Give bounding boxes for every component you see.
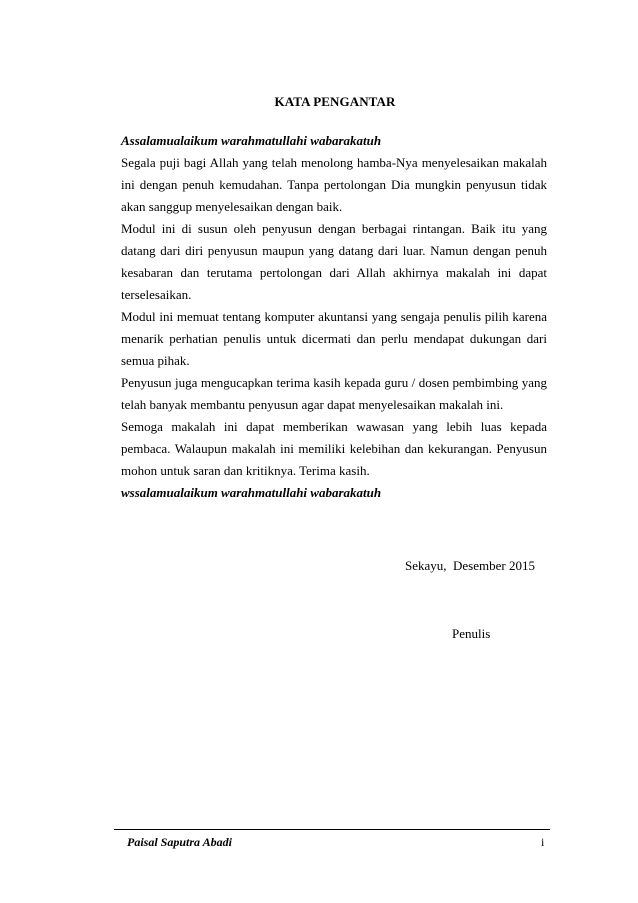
body-text — [121, 130, 547, 504]
page-number: i — [541, 835, 545, 849]
paragraph-2: Modul ini di susun oleh penyusun dengan berbagai rintangan. Baik itu yang datang dari diri penyusun maupun yang datang dari luar. Namun dengan penuh kesabaran dan terutama pertolongan dari Allah akhirnya makalah ini dapat terselesaikan. — [121, 221, 547, 302]
footer-divider — [114, 829, 550, 830]
place-and-date: Sekayu, Desember 2015 — [405, 558, 535, 573]
paragraph-4: Penyusun juga mengucapkan terima kasih kepada guru / dosen pembimbing yang telah banyak membantu penyusun agar dapat menyelesaikan makalah ini. — [121, 375, 547, 412]
paragraph-1: Segala puji bagi Allah yang telah menolong hamba-Nya menyelesaikan makalah ini dengan penuh kemudahan. Tanpa pertolongan Dia mungkin penyusun tidak akan sanggup menyelesaikan dengan baik. — [121, 155, 547, 214]
signer-label: Penulis — [452, 626, 491, 641]
paragraph-5: Semoga makalah ini dapat memberikan wawasan yang lebih luas kepada pembaca. Walaupun makalah ini memiliki kelebihan dan kekurangan. Penyusun mohon untuk saran dan kritiknya. Terima kasih. — [121, 419, 547, 478]
footer-author: Paisal Saputra Abadi — [127, 835, 232, 849]
opening-greeting: Assalamualaikum warahmatullahi wabarakatuh — [121, 133, 382, 148]
closing-greeting: wssalamualaikum warahmatullahi wabarakatuh — [121, 485, 382, 500]
paragraph-3: Modul ini memuat tentang komputer akuntansi yang sengaja penulis pilih karena menarik perhatian penulis untuk dicermati dan perlu mendapat dukungan dari semua pihak. — [121, 309, 547, 368]
page-title: KATA PENGANTAR — [274, 94, 396, 109]
